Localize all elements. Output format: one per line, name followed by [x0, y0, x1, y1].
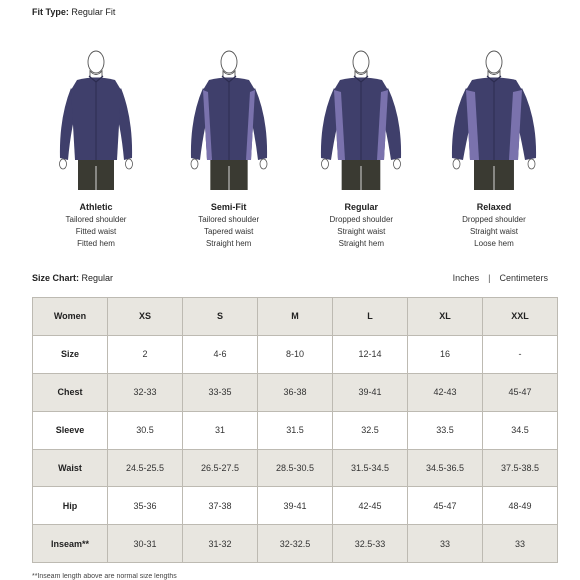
table-cell: 36-38: [258, 373, 333, 411]
fit-figure-3: [295, 48, 427, 250]
unit-separator: |: [488, 273, 491, 283]
regular-fit-figure-icon: [306, 48, 416, 190]
table-row: [33, 525, 558, 563]
size-chart-value: Regular: [81, 273, 114, 283]
table-cell: 33-35: [183, 373, 258, 411]
table-cell: 32-33: [108, 373, 183, 411]
table-cell: 32.5-33: [333, 525, 408, 563]
measurement-label: Sleeve: [33, 411, 108, 449]
relaxed-fit-figure-icon: [439, 48, 549, 190]
fit-figures: [30, 48, 560, 250]
table-cell: 32-32.5: [258, 525, 333, 563]
inches-toggle[interactable]: Inches: [452, 273, 480, 283]
table-cell: 30-31: [108, 525, 183, 563]
table-cell: 16: [408, 335, 483, 373]
size-column-header: XL: [408, 298, 483, 336]
fit-name: Relaxed: [476, 202, 512, 212]
fit-figure-1: [30, 48, 162, 250]
table-cell: 39-41: [258, 487, 333, 525]
table-cell: 12-14: [333, 335, 408, 373]
table-cell: 33: [408, 525, 483, 563]
table-row: [33, 335, 558, 373]
table-cell: 31-32: [183, 525, 258, 563]
measurement-label: Waist: [33, 449, 108, 487]
table-cell: 30.5: [108, 411, 183, 449]
inseam-footnote: **Inseam length above are normal size lengths: [32, 573, 177, 580]
table-cell: 2: [108, 335, 183, 373]
size-column-header: XS: [108, 298, 183, 336]
size-column-header: XXL: [483, 298, 558, 336]
table-cell: -: [483, 335, 558, 373]
table-cell: 35-36: [108, 487, 183, 525]
measurement-label: Hip: [33, 487, 108, 525]
table-row: [33, 487, 558, 525]
table-row: [33, 449, 558, 487]
table-cell: 45-47: [408, 487, 483, 525]
table-cell: 4-6: [183, 335, 258, 373]
table-cell: 34.5-36.5: [408, 449, 483, 487]
fit-name: Athletic: [79, 202, 113, 212]
fit-type-value: Regular Fit: [71, 7, 116, 17]
unit-toggle: [453, 273, 548, 283]
size-chart-label: Size Chart:: [32, 273, 80, 283]
table-cell: 48-49: [483, 487, 558, 525]
fit-figure-2: [163, 48, 295, 250]
fit-type-label: Fit Type:: [32, 7, 69, 17]
size-column-header: S: [183, 298, 258, 336]
fit-description-line: Tailored shoulder: [65, 215, 127, 224]
size-chart-heading: [32, 273, 113, 283]
table-cell: 33: [483, 525, 558, 563]
table-cell: 45-47: [483, 373, 558, 411]
table-cell: 37.5-38.5: [483, 449, 558, 487]
table-cell: 42-43: [408, 373, 483, 411]
table-header-row: [33, 298, 558, 336]
table-cell: 24.5-25.5: [108, 449, 183, 487]
fit-description-line: Dropped shoulder: [462, 215, 526, 224]
fit-type: [32, 7, 115, 17]
table-cell: 32.5: [333, 411, 408, 449]
table-corner-cell: Women: [33, 298, 108, 336]
fit-description-line: Tailored shoulder: [198, 215, 260, 224]
table-row: [33, 373, 558, 411]
semi-fit-figure-icon: [174, 48, 284, 190]
table-cell: 31.5-34.5: [333, 449, 408, 487]
table-cell: 37-38: [183, 487, 258, 525]
fit-description-line: Fitted hem: [77, 239, 115, 248]
fit-name: Semi-Fit: [210, 202, 247, 212]
size-chart-table: [32, 297, 558, 563]
measurement-label: Size: [33, 335, 108, 373]
fit-description-line: Straight waist: [469, 227, 518, 236]
table-cell: 28.5-30.5: [258, 449, 333, 487]
size-column-header: L: [333, 298, 408, 336]
fit-name: Regular: [344, 202, 379, 212]
fit-description-line: Loose hem: [474, 239, 514, 248]
table-cell: 39-41: [333, 373, 408, 411]
table-row: [33, 411, 558, 449]
centimeters-toggle[interactable]: Centimeters: [499, 273, 548, 283]
fit-description-line: Straight hem: [338, 239, 384, 248]
table-cell: 34.5: [483, 411, 558, 449]
table-cell: 8-10: [258, 335, 333, 373]
table-cell: 26.5-27.5: [183, 449, 258, 487]
athletic-fit-figure-icon: [41, 48, 151, 190]
measurement-label: Inseam**: [33, 525, 108, 563]
size-column-header: M: [258, 298, 333, 336]
fit-description-line: Straight waist: [337, 227, 386, 236]
table-cell: 33.5: [408, 411, 483, 449]
fit-description-line: Fitted waist: [75, 227, 117, 236]
fit-figure-4: [428, 48, 560, 250]
fit-description-line: Straight hem: [205, 239, 252, 248]
table-cell: 42-45: [333, 487, 408, 525]
table-cell: 31.5: [258, 411, 333, 449]
fit-description-line: Tapered waist: [203, 227, 254, 236]
measurement-label: Chest: [33, 373, 108, 411]
fit-description-line: Dropped shoulder: [329, 215, 394, 224]
table-cell: 31: [183, 411, 258, 449]
